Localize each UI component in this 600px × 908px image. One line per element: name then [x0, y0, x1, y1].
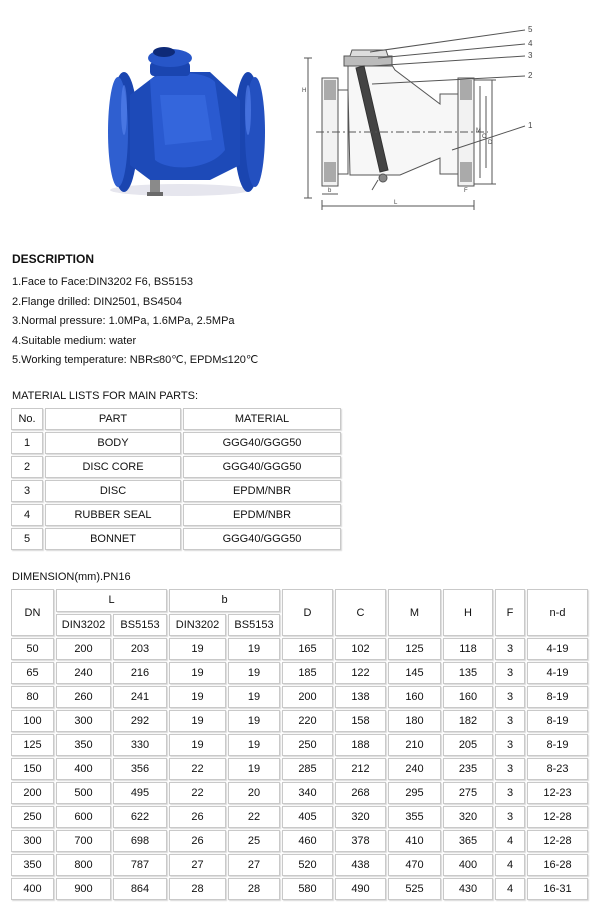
table-row	[11, 806, 588, 828]
table-cell: 200	[56, 638, 111, 660]
header-b: b	[169, 589, 280, 612]
table-row	[11, 456, 341, 478]
table-cell: 330	[113, 734, 167, 756]
table-cell: 3	[495, 806, 525, 828]
table-cell: 19	[228, 710, 280, 732]
table-cell: 19	[169, 734, 226, 756]
table-row	[11, 782, 588, 804]
description-title: DESCRIPTION	[12, 252, 95, 266]
dimensions-table	[9, 587, 590, 902]
table-cell: 8-19	[527, 686, 588, 708]
callout-5: 5	[528, 25, 533, 34]
table-cell: 235	[443, 758, 493, 780]
table-cell: 240	[388, 758, 441, 780]
table-cell: 580	[282, 878, 333, 900]
description-list	[12, 273, 258, 371]
cell-part: DISC	[45, 480, 181, 502]
table-cell: 138	[335, 686, 386, 708]
table-cell: 150	[11, 758, 54, 780]
table-row	[11, 878, 588, 900]
header-nd: n-d	[527, 589, 588, 636]
table-cell: 365	[443, 830, 493, 852]
dimensions-title: DIMENSION(mm).PN16	[12, 571, 131, 583]
callout-2: 2	[528, 71, 533, 80]
header-d: D	[282, 589, 333, 636]
table-cell: 490	[335, 878, 386, 900]
description-item: 2.Flange drilled: DIN2501, BS4504	[12, 295, 182, 308]
dim-label-h: H	[302, 88, 307, 94]
table-cell: 16-28	[527, 854, 588, 876]
table-cell: 165	[282, 638, 333, 660]
table-cell: 19	[228, 638, 280, 660]
header-part: PART	[45, 408, 181, 430]
description-item: 4.Suitable medium: water	[12, 334, 137, 347]
table-cell: 8-19	[527, 734, 588, 756]
table-cell: 268	[335, 782, 386, 804]
table-cell: 188	[335, 734, 386, 756]
table-row	[11, 638, 588, 660]
table-cell: 118	[443, 638, 493, 660]
cell-no: 5	[11, 528, 43, 550]
table-cell: 220	[282, 710, 333, 732]
table-cell: 160	[443, 686, 493, 708]
table-cell: 22	[169, 758, 226, 780]
dim-label-b: b	[328, 188, 332, 194]
table-cell: 378	[335, 830, 386, 852]
table-row	[11, 710, 588, 732]
cell-material: GGG40/GGG50	[183, 456, 341, 478]
dim-label-f: F	[464, 188, 468, 194]
table-cell: 26	[169, 830, 226, 852]
table-cell: 50	[11, 638, 54, 660]
dimensions-body	[11, 638, 588, 900]
table-cell: 241	[113, 686, 167, 708]
table-cell: 698	[113, 830, 167, 852]
table-cell: 356	[113, 758, 167, 780]
table-cell: 864	[113, 878, 167, 900]
table-cell: 495	[113, 782, 167, 804]
table-cell: 210	[388, 734, 441, 756]
table-cell: 160	[388, 686, 441, 708]
table-cell: 102	[335, 638, 386, 660]
table-cell: 4-19	[527, 638, 588, 660]
table-cell: 205	[443, 734, 493, 756]
cell-no: 3	[11, 480, 43, 502]
table-header-row	[11, 589, 588, 612]
callout-3: 3	[528, 51, 533, 60]
cell-material: GGG40/GGG50	[183, 528, 341, 550]
cell-part: RUBBER SEAL	[45, 504, 181, 526]
table-cell: 19	[228, 758, 280, 780]
table-cell: 622	[113, 806, 167, 828]
cell-material: EPDM/NBR	[183, 480, 341, 502]
table-cell: 410	[388, 830, 441, 852]
table-row	[11, 686, 588, 708]
table-cell: 460	[282, 830, 333, 852]
table-cell: 275	[443, 782, 493, 804]
table-cell: 25	[228, 830, 280, 852]
table-cell: 20	[228, 782, 280, 804]
table-cell: 100	[11, 710, 54, 732]
table-cell: 19	[228, 686, 280, 708]
table-row	[11, 830, 588, 852]
table-cell: 250	[11, 806, 54, 828]
cell-no: 1	[11, 432, 43, 454]
table-cell: 350	[11, 854, 54, 876]
header-l: L	[56, 589, 167, 612]
cell-material: EPDM/NBR	[183, 504, 341, 526]
table-cell: 355	[388, 806, 441, 828]
table-cell: 260	[56, 686, 111, 708]
table-cell: 4	[495, 878, 525, 900]
table-row	[11, 758, 588, 780]
table-cell: 4	[495, 830, 525, 852]
callout-4: 4	[528, 39, 533, 48]
table-cell: 3	[495, 734, 525, 756]
table-cell: 3	[495, 710, 525, 732]
materials-title: MATERIAL LISTS FOR MAIN PARTS:	[12, 390, 199, 402]
table-row	[11, 854, 588, 876]
table-cell: 28	[169, 878, 226, 900]
table-cell: 400	[11, 878, 54, 900]
table-cell: 135	[443, 662, 493, 684]
table-cell: 520	[282, 854, 333, 876]
table-cell: 3	[495, 662, 525, 684]
cell-material: GGG40/GGG50	[183, 432, 341, 454]
table-row	[11, 432, 341, 454]
table-cell: 3	[495, 758, 525, 780]
table-cell: 3	[495, 638, 525, 660]
table-cell: 240	[56, 662, 111, 684]
table-cell: 27	[228, 854, 280, 876]
table-cell: 125	[11, 734, 54, 756]
table-cell: 470	[388, 854, 441, 876]
valve-photo	[108, 47, 265, 196]
dim-label-m: M	[476, 128, 481, 134]
table-cell: 900	[56, 878, 111, 900]
materials-table	[9, 406, 343, 552]
dim-label-d: D	[488, 140, 493, 146]
table-cell: 200	[282, 686, 333, 708]
table-row	[11, 662, 588, 684]
table-cell: 180	[388, 710, 441, 732]
table-cell: 19	[169, 638, 226, 660]
table-cell: 80	[11, 686, 54, 708]
table-cell: 203	[113, 638, 167, 660]
table-row	[11, 480, 341, 502]
table-cell: 430	[443, 878, 493, 900]
table-cell: 12-28	[527, 830, 588, 852]
description-item: 3.Normal pressure: 1.0MPa, 1.6MPa, 2.5MPa	[12, 315, 235, 327]
table-row	[11, 734, 588, 756]
cell-part: BODY	[45, 432, 181, 454]
table-cell: 350	[56, 734, 111, 756]
table-cell: 400	[443, 854, 493, 876]
dim-label-c: C	[482, 134, 487, 140]
table-cell: 300	[56, 710, 111, 732]
table-cell: 525	[388, 878, 441, 900]
table-header-row	[11, 408, 341, 430]
header-no: No.	[11, 408, 43, 430]
table-cell: 19	[169, 662, 226, 684]
table-cell: 26	[169, 806, 226, 828]
table-cell: 300	[11, 830, 54, 852]
dim-label-l: L	[394, 200, 398, 206]
table-cell: 19	[228, 662, 280, 684]
table-row	[11, 528, 341, 550]
table-cell: 292	[113, 710, 167, 732]
table-cell: 22	[228, 806, 280, 828]
product-illustration	[0, 0, 600, 235]
table-cell: 320	[335, 806, 386, 828]
callout-1: 1	[528, 121, 533, 130]
cell-part: DISC CORE	[45, 456, 181, 478]
table-row	[11, 504, 341, 526]
cell-no: 4	[11, 504, 43, 526]
table-cell: 12-23	[527, 782, 588, 804]
table-cell: 3	[495, 782, 525, 804]
header-material: MATERIAL	[183, 408, 341, 430]
header-dn: DN	[11, 589, 54, 636]
table-cell: 122	[335, 662, 386, 684]
header-f: F	[495, 589, 525, 636]
table-cell: 600	[56, 806, 111, 828]
table-cell: 27	[169, 854, 226, 876]
subheader-b-bs: BS5153	[228, 614, 280, 637]
table-cell: 285	[282, 758, 333, 780]
cell-no: 2	[11, 456, 43, 478]
table-cell: 158	[335, 710, 386, 732]
table-cell: 438	[335, 854, 386, 876]
table-cell: 212	[335, 758, 386, 780]
table-cell: 295	[388, 782, 441, 804]
table-cell: 400	[56, 758, 111, 780]
table-cell: 19	[169, 710, 226, 732]
cell-part: BONNET	[45, 528, 181, 550]
table-cell: 4	[495, 854, 525, 876]
table-cell: 28	[228, 878, 280, 900]
table-cell: 19	[228, 734, 280, 756]
table-cell: 8-23	[527, 758, 588, 780]
description-item: 1.Face to Face:DIN3202 F6, BS5153	[12, 276, 193, 288]
table-cell: 800	[56, 854, 111, 876]
table-cell: 16-31	[527, 878, 588, 900]
header-c: C	[335, 589, 386, 636]
header-m: M	[388, 589, 441, 636]
table-cell: 19	[169, 686, 226, 708]
table-cell: 250	[282, 734, 333, 756]
header-h: H	[443, 589, 493, 636]
table-cell: 787	[113, 854, 167, 876]
table-cell: 185	[282, 662, 333, 684]
description-item: 5.Working temperature: NBR≤80℃, EPDM≤120℃	[12, 354, 259, 366]
valve-drawing	[304, 30, 525, 210]
table-cell: 700	[56, 830, 111, 852]
table-cell: 22	[169, 782, 226, 804]
table-cell: 216	[113, 662, 167, 684]
table-cell: 4-19	[527, 662, 588, 684]
subheader-l-bs: BS5153	[113, 614, 167, 637]
table-cell: 405	[282, 806, 333, 828]
table-cell: 125	[388, 638, 441, 660]
table-cell: 320	[443, 806, 493, 828]
table-cell: 340	[282, 782, 333, 804]
subheader-l-din: DIN3202	[56, 614, 111, 637]
table-cell: 8-19	[527, 710, 588, 732]
table-cell: 500	[56, 782, 111, 804]
table-cell: 3	[495, 686, 525, 708]
table-cell: 200	[11, 782, 54, 804]
table-cell: 65	[11, 662, 54, 684]
table-cell: 182	[443, 710, 493, 732]
subheader-b-din: DIN3202	[169, 614, 226, 637]
table-cell: 12-28	[527, 806, 588, 828]
table-cell: 145	[388, 662, 441, 684]
